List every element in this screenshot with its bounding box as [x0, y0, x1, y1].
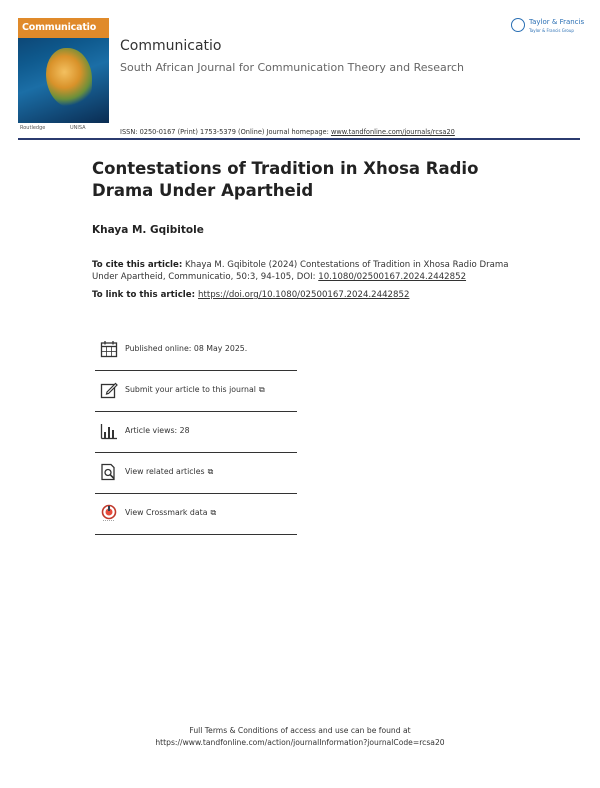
published-online-row: [95, 330, 297, 371]
crossmark-icon: [100, 504, 118, 522]
terms-footer-link[interactable]: https://www.tandfonline.com/action/journalInformation?journalCode=rcsa20: [155, 738, 445, 747]
external-link-icon: ⧉: [207, 467, 214, 476]
publisher-logo-icon: [511, 18, 525, 32]
crossmark-label: View Crossmark data: [125, 508, 208, 517]
panel-divider: [95, 534, 297, 535]
journal-cover-image: [18, 18, 109, 123]
submit-article-row[interactable]: [95, 371, 297, 412]
submit-article-label: Submit your article to this journal: [125, 385, 256, 394]
crossmark-row[interactable]: [95, 494, 297, 535]
edit-icon: [100, 381, 118, 399]
related-articles-label: View related articles: [125, 467, 205, 476]
terms-footer-line1: Full Terms & Conditions of access and use can be found at: [189, 726, 411, 735]
crossmark-link[interactable]: [125, 508, 216, 518]
article-views-row: [95, 412, 297, 453]
link-label: To link to this article:: [92, 290, 199, 300]
article-doi-link[interactable]: https://doi.org/10.1080/02500167.2024.2442852: [198, 290, 410, 300]
published-online-text: Published online: 08 May 2025.: [125, 344, 248, 353]
issn-text: ISSN: 0250-0167 (Print) 1753-5379 (Online) Journal homepage:: [120, 128, 331, 136]
journal-name: Communicatio: [120, 38, 222, 54]
related-articles-link[interactable]: [125, 467, 213, 477]
cover-africa-graphic: [46, 48, 92, 108]
submit-article-link[interactable]: [125, 385, 265, 395]
cover-footer-left: Routledge: [20, 125, 46, 131]
related-search-icon: [100, 463, 118, 481]
article-title: Contestations of Tradition in Xhosa Radio Drama Under Apartheid: [92, 159, 479, 200]
journal-homepage-link[interactable]: www.tandfonline.com/journals/rcsa20: [330, 128, 455, 136]
bar-chart-icon: [100, 422, 118, 440]
cover-title: Communicatio: [22, 22, 97, 33]
issn-line: [120, 128, 455, 136]
journal-subtitle: South African Journal for Communication Theory and Research: [120, 61, 465, 74]
publisher-logo[interactable]: [511, 16, 583, 38]
article-views-text: Article views: 28: [125, 426, 190, 435]
cite-label: To cite this article:: [92, 260, 183, 270]
cite-doi-link[interactable]: 10.1080/02500167.2024.2442852: [318, 272, 467, 282]
calendar-icon: [100, 340, 118, 358]
cover-footer: [18, 123, 109, 136]
cover-footer-right: UNISA: [70, 125, 86, 131]
header-rule: [18, 138, 580, 140]
external-link-icon: ⧉: [210, 508, 217, 517]
related-articles-row[interactable]: [95, 453, 297, 494]
citation-block: [92, 259, 512, 283]
article-link-line: [92, 290, 409, 300]
publisher-logo-line1: Taylor & Francis: [529, 18, 585, 26]
cite-text: Khaya M. Gqibitole (2024) Contestations of Tradition in Xhosa Radio Drama Under Apartheid, Communicatio, 50:3, 94-105, DOI:: [92, 260, 509, 282]
publisher-logo-line2: Taylor & Francis Group: [529, 28, 574, 33]
external-link-icon: ⧉: [258, 385, 265, 394]
article-author: Khaya M. Gqibitole: [92, 224, 204, 236]
